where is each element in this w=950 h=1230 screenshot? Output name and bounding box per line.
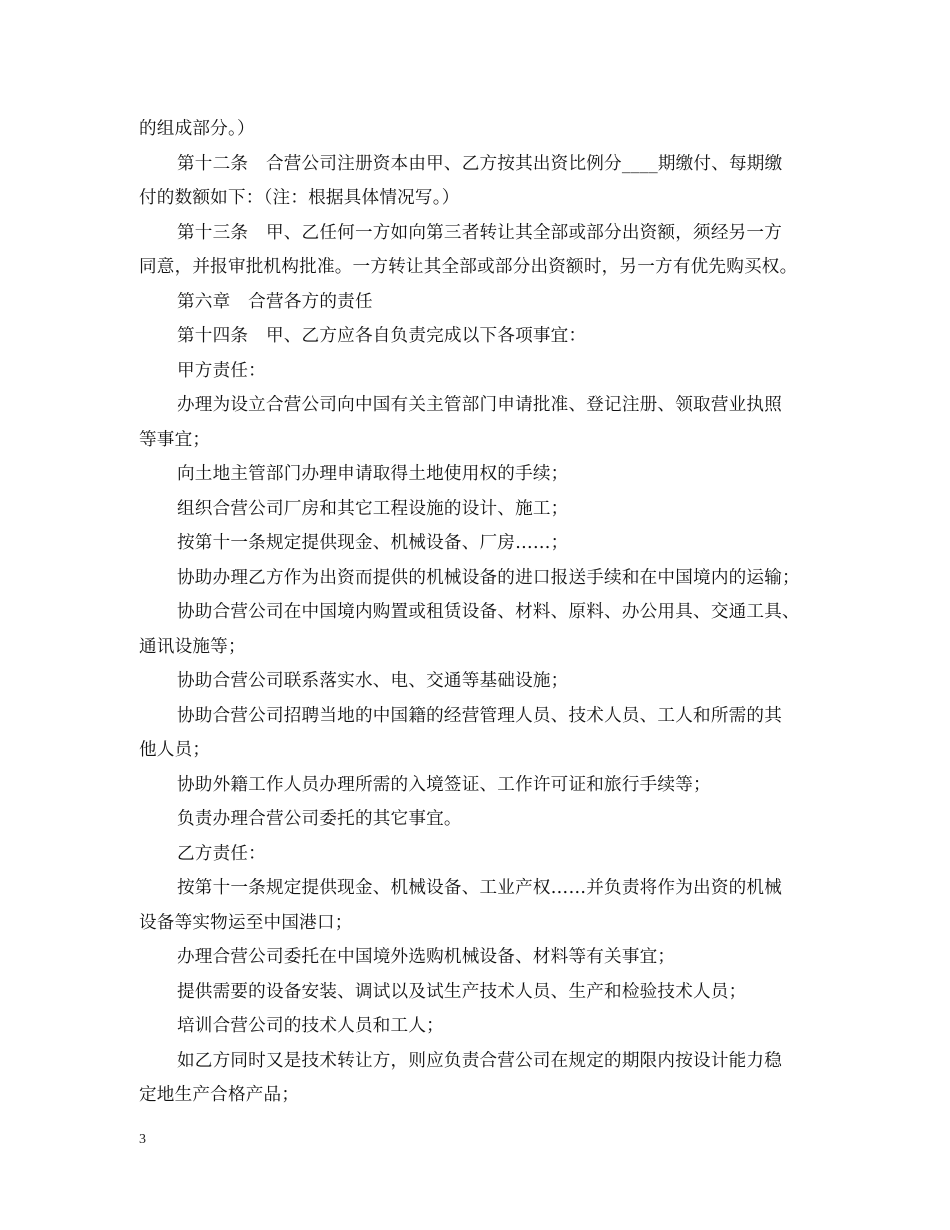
text-line: 第十二条 合营公司注册资本由甲、乙方按其出资比例分____期缴付、每期缴 [177,153,783,174]
text-line: 办理合营公司委托在中国境外选购机械设备、材料等有关事宜； [177,947,676,967]
text-line: 协助合营公司联系落实水、电、交通等基础设施； [177,671,569,691]
text-line: 协助合营公司招聘当地的中国籍的经营管理人员、技术人员、工人和所需的其 [177,705,782,726]
text-line: 乙方责任： [177,843,266,864]
page-number: 3 [139,1132,146,1147]
text-line: 向土地主管部门办理申请取得土地使用权的手续； [177,464,569,484]
text-line: 设备等实物运至中国港口； [139,912,353,933]
text-line: 提供需要的设备安装、调试以及试生产技术人员、生产和检验技术人员； [177,981,747,1002]
text-line: 按第十一条规定提供现金、机械设备、厂房……； [177,533,569,553]
text-line: 等事宜； [139,429,211,450]
text-line: 第十三条 甲、乙任何一方如向第三者转让其全部或部分出资额，须经另一方 [177,222,782,243]
text-line: 第六章 合营各方的责任 [177,291,373,312]
text-line: 通讯设施等； [139,636,246,657]
text-line: 同意，并报审批机构批准。一方转让其全部或部分出资额时，另一方有优先购买权。 [139,257,798,277]
text-line: 定地生产合格产品； [139,1085,300,1105]
text-line: 组织合营公司厂房和其它工程设施的设计、施工； [177,498,569,519]
text-line: 按第十一条规定提供现金、机械设备、工业产权……并负责将作为出资的机械 [177,878,782,898]
text-line: 第十四条 甲、乙方应各自负责完成以下各项事宜： [177,326,587,346]
text-line: 负责办理合营公司委托的其它事宜。 [177,809,462,829]
text-line: 协助办理乙方作为出资而提供的机械设备的进口报送手续和在中国境内的运输； [177,567,800,588]
text-line: 办理为设立合营公司向中国有关主管部门申请批准、登记注册、领取营业执照 [177,395,782,415]
text-line: 他人员； [139,740,211,760]
document-body [139,112,839,1113]
text-line: 付的数额如下：（注：根据具体情况写。） [139,188,460,208]
text-line: 培训合营公司的技术人员和工人； [177,1016,444,1036]
text-line: 的组成部分。） [139,119,255,139]
text-line: 甲方责任： [177,360,266,381]
text-line: 协助合营公司在中国境内购置或租赁设备、材料、原料、办公用具、交通工具、 [177,602,800,622]
text-line: 如乙方同时又是技术转让方，则应负责合营公司在规定的期限内按设计能力稳 [177,1050,782,1071]
text-line: 协助外籍工作人员办理所需的入境签证、工作许可证和旅行手续等； [177,774,711,795]
